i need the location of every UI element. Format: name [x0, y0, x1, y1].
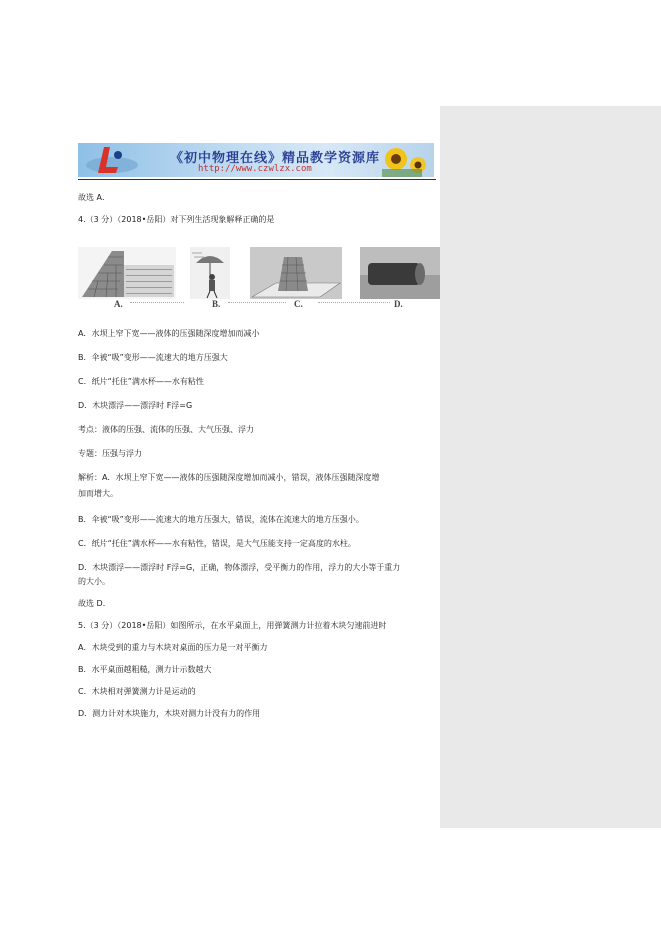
q4-zhuanti: 专题：压强与浮力: [78, 449, 142, 458]
q4-analysis-b: B．伞被“吸”变形——流速大的地方压强大，错误，流体在流速大的地方压强小。: [78, 515, 364, 524]
previous-answer: 故选 A．: [78, 193, 111, 202]
q4-answer: 故选 D．: [78, 599, 111, 608]
q4-option-d: D．木块漂浮——漂浮时 F浮=G: [78, 401, 193, 410]
q5-option-a: A．木块受到的重力与木块对桌面的压力是一对平衡力: [78, 643, 268, 652]
figure-dotted-line: [318, 302, 390, 304]
q5-option-d: D．测力计对木块施力，木块对测力计没有力的作用: [78, 709, 261, 718]
figure-dotted-line: [228, 302, 286, 304]
banner-title: 《初中物理在线》精品教学资源库: [170, 151, 381, 166]
figure-label-d: D.: [394, 299, 403, 309]
dam-image: [78, 247, 176, 299]
figure-label-a: A.: [114, 299, 123, 309]
q5-stem: 5.（3 分）（2018•岳阳）如图所示，在水平桌面上，用弹簧测力计拉着木块匀速前进时: [78, 621, 387, 630]
q4-option-a: A．水坝上窄下宽——液体的压强随深度增加而减小: [78, 329, 260, 338]
q4-stem: 4.（3 分）（2018•岳阳）对下列生活现象解释正确的是: [78, 215, 275, 224]
sunflower-icon: [374, 143, 434, 177]
banner-url: http://www.czwlzx.com: [198, 164, 312, 174]
q4-kaodian: 考点：液体的压强、流体的压强、大气压强、浮力: [78, 425, 254, 434]
q4-option-c: C．纸片“托住”满水杯——水有粘性: [78, 377, 204, 386]
figure-dotted-line: [130, 302, 184, 304]
q4-analysis-d-cont: 的大小。: [78, 577, 110, 586]
figure-label-b: B.: [212, 299, 221, 309]
q4-analysis-a: 解析：A．水坝上窄下宽——液体的压强随深度增加而减小，错误，液体压强随深度增: [78, 473, 380, 482]
comment-pane: [440, 106, 661, 828]
site-logo-icon: [82, 143, 142, 177]
umbrella-image: [190, 247, 230, 299]
water-cup-image: [250, 247, 342, 299]
resource-banner: [78, 143, 434, 177]
q4-analysis-c: C．纸片“托住”满水杯——水有粘性，错误，是大气压能支持一定高度的水柱。: [78, 539, 356, 548]
q4-analysis-d: D．木块漂浮——漂浮时 F浮=G，正确，物体漂浮，受平衡力的作用，浮力的大小等于重力: [78, 563, 401, 572]
q4-analysis-a-cont: 加而增大。: [78, 489, 118, 498]
figure-label-c: C.: [294, 299, 303, 309]
wood-block-image: [360, 247, 440, 299]
q4-option-b: B．伞被“吸”变形——流速大的地方压强大: [78, 353, 228, 362]
header-rule: [78, 179, 436, 180]
q5-option-b: B．水平桌面越粗糙，测力计示数越大: [78, 665, 212, 674]
q5-option-c: C．木块相对弹簧测力计是运动的: [78, 687, 196, 696]
